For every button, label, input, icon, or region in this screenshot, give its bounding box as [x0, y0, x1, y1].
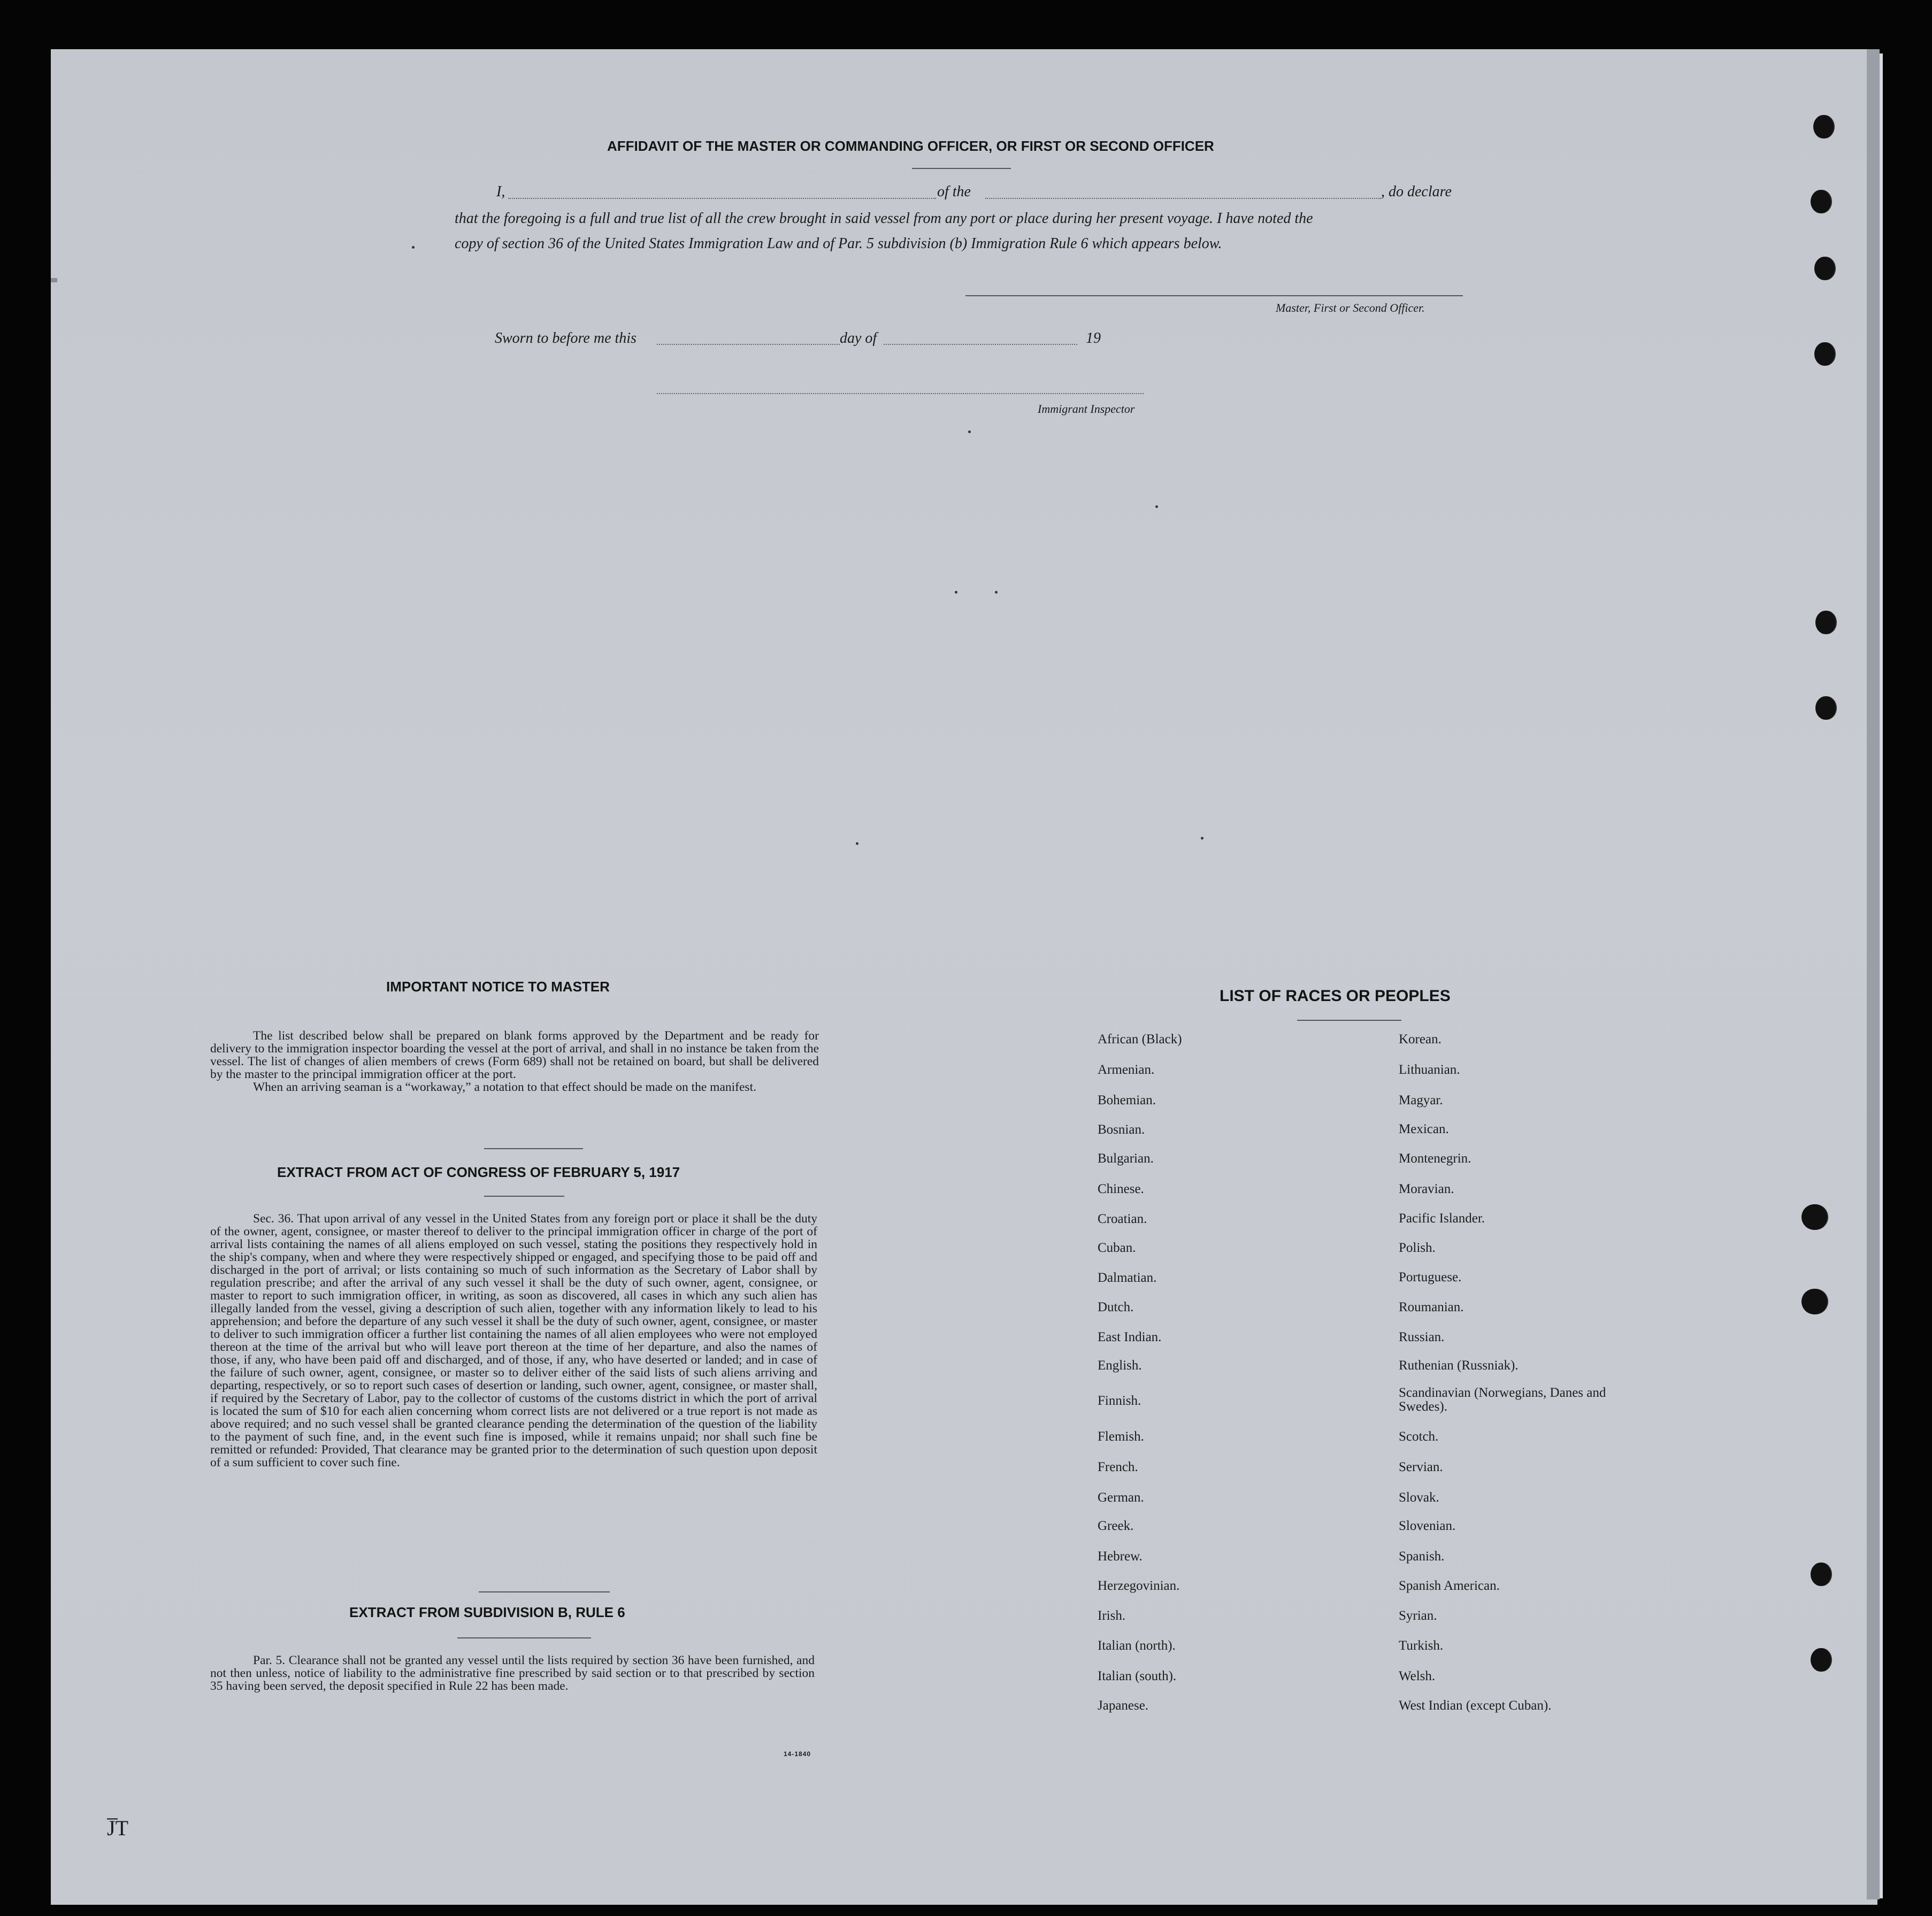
inspector-signature-line[interactable] [657, 393, 1144, 394]
sworn-label: Sworn to before me this [495, 330, 637, 347]
notice-paragraph-2: When an arriving seaman is a “workaway,” a notation to that effect should be made on the manifest. [253, 1080, 756, 1094]
master-signature-caption: Master, First or Second Officer. [1276, 301, 1425, 314]
race-item: German. [1098, 1490, 1144, 1505]
affidavit-line2: that the foregoing is a full and true list of all the crew brought in said vessel from any port or place during her present voyage. I have noted the [455, 210, 1313, 227]
title-rule [912, 168, 1011, 169]
punch-hole [1815, 696, 1836, 720]
sworn-day-line[interactable] [657, 344, 840, 345]
affidavit-line3: copy of section 36 of the United States Immigration Law and of Par. 5 subdivision (b) Immigration Rule 6 which appears below. [455, 235, 1222, 252]
inspector-caption: Immigrant Inspector [1038, 402, 1135, 415]
punch-hole [1814, 342, 1835, 366]
race-item: Italian (south). [1098, 1669, 1177, 1683]
race-item: Bosnian. [1098, 1122, 1145, 1137]
vessel-name-line[interactable] [985, 198, 1381, 199]
handwritten-mark: J̅T [107, 1816, 128, 1840]
speck [1201, 837, 1203, 840]
binding-mark [51, 278, 57, 282]
sworn-year-label: 19 [1086, 330, 1101, 347]
master-name-line[interactable] [508, 198, 936, 199]
race-item: Greek. [1098, 1519, 1134, 1533]
race-item: Dutch. [1098, 1300, 1134, 1314]
race-item: West Indian (except Cuban). [1399, 1698, 1552, 1713]
section-rule [484, 1196, 564, 1197]
punch-hole [1811, 1563, 1831, 1586]
race-item: Scandinavian (Norwegians, Danes and Swedes). [1399, 1386, 1606, 1414]
extract-act-title: EXTRACT FROM ACT OF CONGRESS OF FEBRUARY 5, 1917 [277, 1164, 680, 1180]
race-item: Slovenian. [1399, 1519, 1456, 1533]
race-item: Welsh. [1399, 1669, 1436, 1683]
form-number: 14-1840 [784, 1750, 811, 1758]
master-signature-line[interactable] [965, 295, 1463, 296]
page-edge [1867, 49, 1880, 1899]
race-item: Flemish. [1098, 1429, 1144, 1444]
race-item: Scotch. [1399, 1429, 1439, 1444]
affidavit-i-label: I, [496, 183, 505, 200]
race-item: East Indian. [1098, 1330, 1162, 1344]
race-item: Chinese. [1098, 1182, 1144, 1196]
sworn-day-of-label: day of [840, 330, 877, 347]
notice-title: IMPORTANT NOTICE TO MASTER [386, 979, 610, 995]
race-item: Servian. [1399, 1460, 1443, 1474]
punch-hole [1811, 1648, 1831, 1672]
affidavit-of-label: of the [937, 183, 971, 200]
race-item: Croatian. [1098, 1212, 1147, 1226]
race-item: French. [1098, 1460, 1138, 1474]
race-item: Italian (north). [1098, 1638, 1176, 1653]
speck [1155, 505, 1158, 508]
section-rule [479, 1591, 610, 1592]
extract-rule-title: EXTRACT FROM SUBDIVISION B, RULE 6 [349, 1604, 625, 1620]
race-item: Portuguese. [1399, 1270, 1462, 1284]
race-item: Spanish. [1399, 1549, 1445, 1564]
race-item: Herzegovinian. [1098, 1579, 1180, 1593]
document-page [51, 49, 1877, 1905]
race-item: Japanese. [1098, 1698, 1149, 1713]
section-rule [457, 1637, 591, 1638]
race-item: Magyar. [1399, 1093, 1443, 1107]
race-item: Slovak. [1399, 1490, 1439, 1505]
punch-hole [1815, 611, 1836, 634]
race-item: Irish. [1098, 1609, 1126, 1623]
race-item: English. [1098, 1358, 1142, 1373]
par-5-text: Par. 5. Clearance shall not be granted any vessel until the lists required by section 36 have been furnished, and not then unless, notice of liability to the administrative fine prescribed by said section or to that prescribed by section 35 having been served, the deposit specified in Rule 22 has been made. [210, 1653, 815, 1693]
notice-paragraph-1: The list described below shall be prepared on blank forms approved by the Department and be ready for delivery to the immigration inspector boarding the vessel at the port of arrival, and shall in no instance be taken from the vessel. The list of changes of alien members of crews (Form 689) shall not be retained on board, but shall be delivered by the master to the principal immigration officer at the port. [210, 1029, 819, 1081]
race-item: Finnish. [1098, 1394, 1141, 1408]
race-item: Bohemian. [1098, 1093, 1156, 1107]
race-item: Armenian. [1098, 1063, 1155, 1077]
section-rule [484, 1148, 583, 1149]
race-item: Mexican. [1399, 1122, 1449, 1136]
speck [968, 430, 971, 433]
extract-rule-body [210, 1654, 815, 1692]
race-item: Korean. [1399, 1032, 1442, 1047]
race-item: Polish. [1399, 1241, 1436, 1255]
section-36-text: Sec. 36. That upon arrival of any vessel in the United States from any foreign port or place it shall be the duty of the owner, agent, consignee, or master thereof to deliver to the principal immigration officer in charge of the port of arrival lists containing the names of all aliens employed on such vessel, stating the positions they respectively hold in the ship's company, when and where they were respectively shipped or engaged, and specifying those to be paid off and discharged in the port of arrival; or lists containing so much of such information as the Secretary of Labor shall by regulation prescribe; and after the arrival of any such vessel it shall be the duty of such owner, agent, consignee, or master to report to such immigration officer, in writing, as soon as discovered, all cases in which any such alien has illegally landed from the vessel, giving a description of such alien, together with any information likely to lead to his apprehension; and before the departure of any such vessel it shall be the duty of such owner, agent, consignee, or master to deliver to such immigration officer a further list containing the names of all alien employees who were not employed thereon at the time of the arrival but who will leave port thereon at the time of her departure, and also the names of those, if any, who have been paid off and discharged, and of those, if any, who have deserted or landed; and in case of the failure of such owner, agent, consignee, or master so to deliver either of the said lists of such aliens arriving and departing, respectively, or so to report such cases of desertion or landing, such owner, agent, consignee, or master shall, if required by the Secretary of Labor, pay to the collector of customs of the customs district in which the port of arrival is located the sum of $10 for each alien concerning whom correct lists are not delivered or a true report is not made as above required; and no such vessel shall be granted clearance pending the determination of the question of the liability to the payment of such fine, and, in the event such fine is imposed, while it remains unpaid; nor shall such fine be remitted or refunded: Provided, That clearance may be granted prior to the determination of such question upon deposit of a sum sufficient to cover such fine. [210, 1212, 817, 1469]
race-item: Pacific Islander. [1399, 1211, 1485, 1226]
punch-hole [1811, 190, 1831, 213]
affidavit-declare-label: , do declare [1381, 183, 1452, 200]
punch-hole [1801, 1289, 1827, 1314]
race-item: Spanish American. [1399, 1579, 1500, 1593]
race-item: Syrian. [1399, 1609, 1437, 1623]
race-item: Ruthenian (Russniak). [1399, 1358, 1519, 1373]
speck [856, 842, 858, 845]
races-title: LIST OF RACES OR PEOPLES [1220, 987, 1451, 1005]
punch-hole [1801, 1204, 1827, 1230]
punch-hole [1813, 115, 1834, 138]
race-item: Lithuanian. [1399, 1063, 1460, 1077]
race-item: Cuban. [1098, 1241, 1136, 1255]
extract-act-body [210, 1212, 817, 1469]
race-item: Dalmatian. [1098, 1271, 1157, 1285]
page-edge-highlight [1880, 53, 1883, 1898]
race-item: African (Black) [1098, 1032, 1182, 1047]
race-item: Bulgarian. [1098, 1151, 1154, 1166]
notice-body [210, 1029, 819, 1094]
affidavit-title: AFFIDAVIT OF THE MASTER OR COMMANDING OFFICER, OR FIRST OR SECOND OFFICER [607, 138, 1214, 154]
punch-hole [1814, 257, 1835, 280]
race-item: Turkish. [1399, 1638, 1444, 1653]
race-item: Hebrew. [1098, 1549, 1143, 1564]
speck [955, 591, 957, 594]
race-item: Roumanian. [1399, 1300, 1464, 1314]
sworn-month-line[interactable] [884, 344, 1077, 345]
race-item: Russian. [1399, 1330, 1445, 1344]
speck [995, 591, 998, 594]
races-title-rule [1297, 1020, 1401, 1021]
race-item: Montenegrin. [1399, 1151, 1471, 1166]
speck [412, 246, 415, 249]
race-item: Moravian. [1399, 1182, 1454, 1196]
